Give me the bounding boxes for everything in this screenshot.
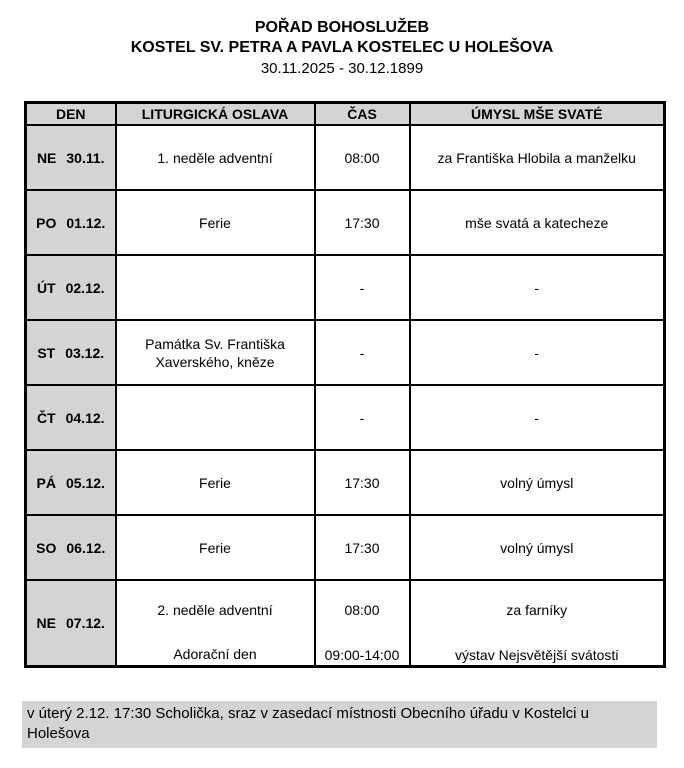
intention-cell: - [410, 255, 665, 320]
col-header-oslava: LITURGICKÁ OSLAVA [116, 103, 315, 126]
day-abbr: PO [36, 214, 57, 231]
table-row [26, 515, 665, 580]
liturgy-cell: Ferie [116, 190, 315, 255]
date-range: 30.11.2025 - 30.12.1899 [260, 60, 424, 77]
day-date: 01.12. [66, 214, 106, 231]
church-title: KOSTEL SV. PETRA A PAVLA KOSTELEC U HOLEŠOVA [130, 39, 554, 56]
day-cell [26, 385, 116, 450]
day-date: 30.11. [66, 149, 105, 166]
liturgy-cell: 1. neděle adventní [116, 125, 315, 190]
intention-cell: volný úmysl [410, 450, 665, 515]
page-title: POŘAD BOHOSLUŽEB [254, 19, 430, 36]
table-row [26, 580, 665, 667]
day-date: 05.12. [66, 474, 105, 491]
time-cell [315, 580, 410, 667]
day-abbr: ST [37, 344, 56, 361]
liturgy-cell [116, 385, 315, 450]
time-cell: 08:00 [315, 125, 410, 190]
liturgy-cell: Ferie [116, 450, 315, 515]
time-entry-2: 09:00-14:00 [324, 647, 400, 663]
table-row [26, 125, 665, 190]
day-cell [26, 190, 116, 255]
day-abbr: PÁ [36, 474, 56, 491]
time-cell: - [315, 320, 410, 385]
day-date: 07.12. [66, 615, 105, 631]
liturgy-entry-1: 2. neděle adventní [157, 602, 273, 618]
day-abbr: ÚT [36, 279, 56, 296]
time-entry-1: 08:00 [344, 602, 380, 618]
table-header-row [26, 103, 665, 126]
col-header-den: DEN [26, 103, 116, 126]
table-row [26, 190, 665, 255]
liturgy-cell: Ferie [116, 515, 315, 580]
liturgy-cell [116, 255, 315, 320]
day-cell [26, 515, 116, 580]
table-row [26, 320, 665, 385]
day-abbr: ČT [36, 409, 56, 426]
footer-note: v úterý 2.12. 17:30 Scholička, sraz v zasedací místnosti Obecního úřadu v Kostelci u Holešova [22, 701, 657, 748]
liturgy-cell: Památka Sv. Františka Xaverského, kněze [116, 320, 315, 385]
time-cell: 17:30 [315, 450, 410, 515]
day-abbr: NE [36, 615, 56, 631]
day-cell [26, 125, 116, 190]
day-date: 02.12. [65, 279, 105, 296]
table-row [26, 255, 665, 320]
day-cell [26, 255, 116, 320]
day-cell [26, 580, 116, 667]
title-block [0, 18, 684, 80]
time-cell: 17:30 [315, 190, 410, 255]
day-cell [26, 450, 116, 515]
time-cell: - [315, 385, 410, 450]
day-date: 06.12. [66, 539, 106, 556]
day-date: 04.12. [65, 409, 105, 426]
intention-cell: - [410, 320, 665, 385]
day-abbr: NE [36, 149, 57, 166]
table-row [26, 450, 665, 515]
col-header-cas: ČAS [315, 103, 410, 126]
intention-cell: volný úmysl [410, 515, 665, 580]
col-header-umysl: ÚMYSL MŠE SVATÉ [410, 103, 665, 126]
liturgy-entry-2: Adorační den [173, 646, 257, 662]
intention-cell: - [410, 385, 665, 450]
schedule-table [24, 101, 666, 668]
intention-entry-1: za farníky [506, 602, 568, 618]
day-abbr: SO [36, 539, 57, 556]
day-cell [26, 320, 116, 385]
intention-cell: za Františka Hlobila a manželku [410, 125, 665, 190]
day-date: 03.12. [65, 344, 105, 361]
time-cell: 17:30 [315, 515, 410, 580]
time-cell: - [315, 255, 410, 320]
liturgy-cell [116, 580, 315, 667]
intention-cell: mše svatá a katecheze [410, 190, 665, 255]
intention-cell [410, 580, 665, 667]
table-row [26, 385, 665, 450]
intention-entry-2: výstav Nejsvětější svátosti [455, 647, 619, 663]
